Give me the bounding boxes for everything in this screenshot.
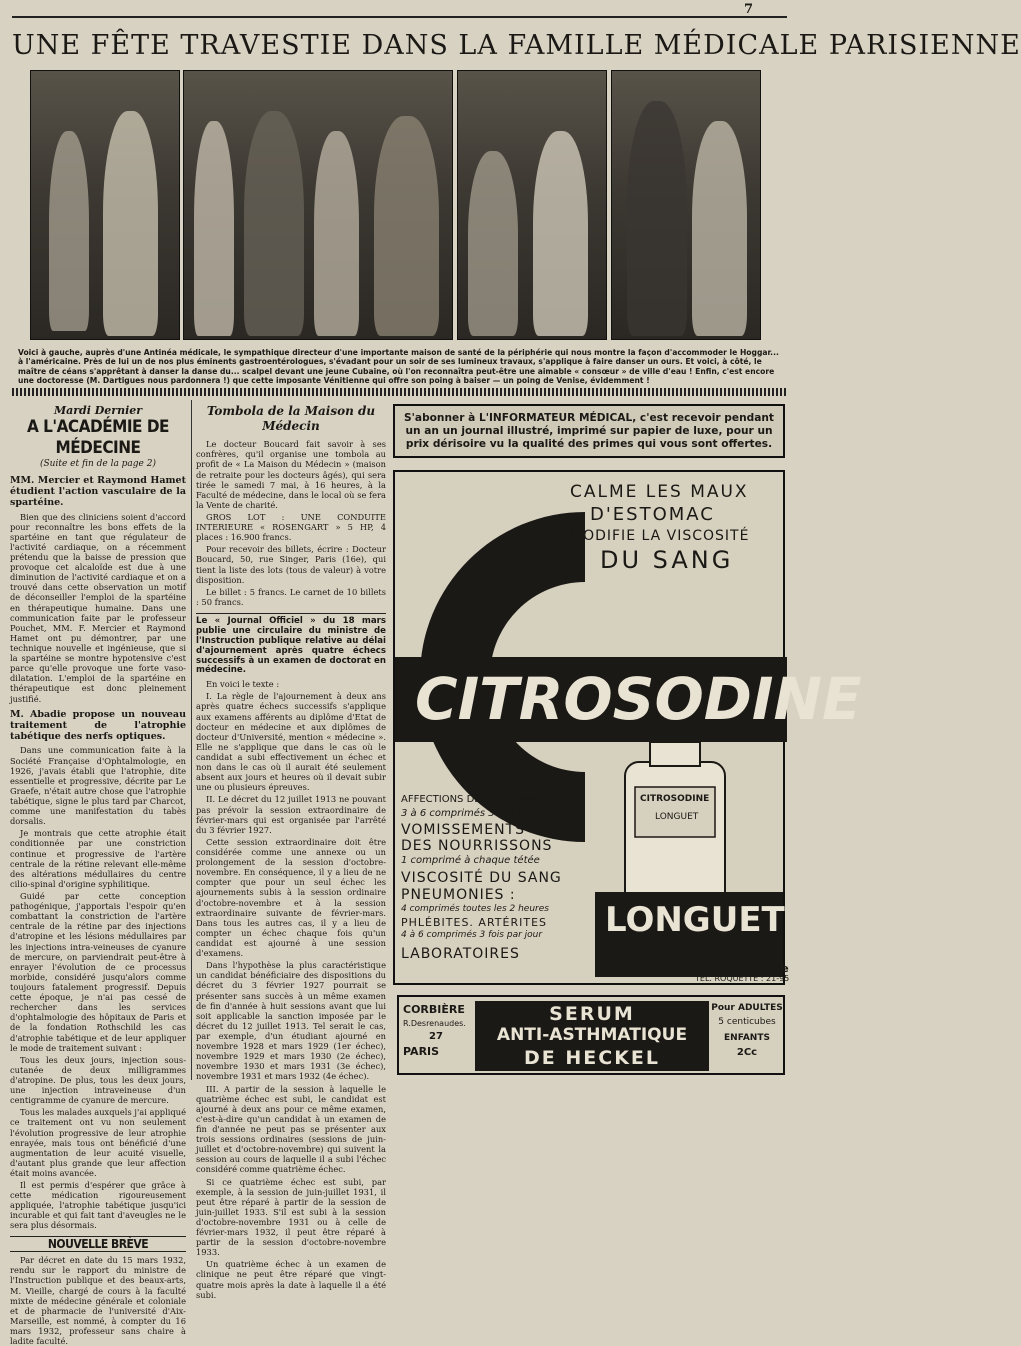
serum-ad xyxy=(397,995,785,1075)
paragraph: Il est permis d'espérer que grâce à cette médication rigoureusement appliquée, l'atrophie tabétique jusqu'ici incurable et qui fait tant d'aveugles ne le sera plus désormais. xyxy=(10,1180,186,1231)
photo-1 xyxy=(30,70,180,340)
tombola-title: Tombola de la Maison du Médecin xyxy=(206,404,376,433)
ad-line-4: DU SANG xyxy=(600,546,734,574)
ad-line-1: CALME LES MAUX xyxy=(570,482,749,502)
paragraph: Cette session extraordinaire doit être considérée comme une annexe ou un prolongement de la session d'octobre-novembre. En conséquence, il y a lieu de ne compter que pour un seul échec les ajournements subis à la session ordinaire d'octobre-novembre et à la session extraordinaire suivante de février-mars. Dans tous les autres cas, il y a lieu de compter un échec chaque fois qu'un candidat est ajourné à une session d'examens. xyxy=(196,836,386,959)
kicker: Mardi Dernier xyxy=(53,404,143,417)
paragraph: Le billet : 5 francs. Le carnet de 10 billets : 50 francs. xyxy=(196,586,386,607)
paragraph: Dans une communication faite à la Société Française d'Ophtalmologie, en 1926, j'avais établi que l'atrophie, dite essentielle et progressive, décrite par Le Graefe, n'était autre chose que l'atrophie tabétique, signe le plus tard par Charcot, comme une manifestation du tabès dorsalis. xyxy=(10,745,186,827)
serum-line-2: ANTI-ASTHMATIQUE xyxy=(496,1025,688,1045)
paragraph: Par décret en date du 15 mars 1932, rendu sur le rapport du ministre de l'Instruction publique et des beaux-arts, M. Vieille, chargé de cours à la faculté mixte de médecine générale et coloniale et de pharmacie de l'université d'Aix-Marseille, est nommé, à compter du 16 mars 1932, professeur sans chaire à ladite faculté. xyxy=(10,1255,186,1346)
ad-indication-5: PNEUMONIES : xyxy=(401,887,516,903)
paragraph: Si ce quatrième échec est subi, par exemple, à la session de juin-juillet 1931, il peut être réparé à partir de la session de juin-juillet 1933. S'il est subi à la session d'octobre-novembre 1931 ou à celle de février-mars 1932, il peut être réparé à partir de la session d'octobre-novembre 1933. xyxy=(196,1176,386,1258)
headline: UNE FÊTE TRAVESTIE DANS LA FAMILLE MÉDICALE PARISIENNE xyxy=(12,30,1021,61)
ad-tel: TÉL. ROQUETTE : 21-95 xyxy=(695,974,790,983)
serum-left-3: 27 xyxy=(429,1031,443,1042)
paragraph: I. La règle de l'ajournement à deux ans après quatre échecs successifs s'applique aux examens afférents au diplôme d'Etat de docteur en médecine et aux diplômes de docteur d'Université, mention « médecine ». Elle ne s'applique que dans le cas où le candidat a subi effectivement un échec et non dans le cas où il aurait été seulement absent aux jours et heures où il devait subir une ou plusieurs épreuves. xyxy=(196,691,386,793)
ad-dose-2: 1 comprimé à chaque tétée xyxy=(401,855,540,866)
ad-labo: LABORATOIRES xyxy=(401,946,520,962)
paragraph: Un quatrième échec à un examen de clinique ne peut être réparé que vingt-quatre mois après la date à laquelle il a été subi. xyxy=(196,1259,386,1300)
ad-indication-1: AFFECTIONS DE L'ESTOMAC xyxy=(401,794,542,805)
left-column xyxy=(10,404,186,1346)
column-rule xyxy=(191,400,192,1080)
paragraph: GROS LOT : UNE CONDUITE INTERIEURE « ROSENGART » 5 HP, 4 places : 16.900 francs. xyxy=(196,512,386,543)
serum-right-1: Pour ADULTES xyxy=(711,1003,783,1013)
article-heading-1: MM. Mercier et Raymond Hamet étudient l'action vasculaire de la spartéine. xyxy=(10,474,186,508)
paragraph: Guidé par cette conception pathogénique, j'apportais l'espoir qu'en combattant la constriction de l'artère centrale de la rétine par des injections d'atropine et les lésions médullaires par les injections intra-veineuses de cyanure de mercure, on parviendrait peut-être à enrayer l'évolution de ce processus morbide, considéré jusqu'alors comme toujours fatalement progressif. Depuis cette époque, je n'ai pas cessé de rechercher dans les services d'ophtalmologie des hôpitaux de Paris et de la fondation Rothschild les cas d'atrophie tabétique et de leur appliquer le mode de traitement suivant : xyxy=(10,890,186,1053)
subscription-box xyxy=(393,404,785,458)
photo-3 xyxy=(457,70,607,340)
middle-column xyxy=(196,404,386,1300)
serum-line-1: SERUM xyxy=(549,1003,635,1025)
top-rule xyxy=(12,16,787,18)
ad-indication-6: PHLÉBITES. ARTÉRITES xyxy=(401,916,547,929)
paragraph: En voici le texte : xyxy=(206,679,280,690)
serum-right-2: 5 centicubes xyxy=(718,1017,776,1027)
photo-4 xyxy=(611,70,761,340)
bottle-label-1: CITROSODINE xyxy=(640,794,710,804)
serum-right-3: ENFANTS xyxy=(724,1033,770,1043)
subscription-text: S'abonner à L'INFORMATEUR MÉDICAL, c'est recevoir pendant un an un journal illustré, imprimé sur papier de luxe, pour un prix dérisoire vu la qualité des primes qui vous sont offertes. xyxy=(404,412,774,451)
ad-dose-1: 3 à 6 comprimés 3 fois par jour xyxy=(401,808,558,819)
circulaire-heading: Le « Journal Officiel » du 18 mars publie une circulaire du ministre de l'Instruction publique relative au délai d'ajournement après quatre échecs successifs à un examen de doctorat en médecine. xyxy=(196,613,386,676)
ad-indication-3: DES NOURRISSONS xyxy=(401,838,553,854)
citrosodine-brand: CITROSODINE xyxy=(415,665,862,733)
ad-line-3: MODIFIE LA VISCOSITÉ xyxy=(570,528,750,544)
paragraph: Le docteur Boucard fait savoir à ses confrères, qu'il organise une tombola au profit de « La Maison du Médecin » (maison de retraite pour les docteurs âgés), qui sera tirée le samedi 7 mai, à 16 heures, à la Faculté de médecine, dans le local où se fera la Vente de charité. xyxy=(196,439,386,510)
paragraph: III. A partir de la session à laquelle le quatrième échec est subi, le candidat est ajourné à deux ans pour ce même examen, c'est-à-dire qu'un candidat à un examen de fin d'année ne peut pas se présenter aux trois sessions ordinaires (sessions de juin-juillet et d'octobre-novembre) qui suivent la session au cours de laquelle il a subi l'échec considéré comme quatrième échec. xyxy=(196,1083,386,1175)
ad-indication-4: VISCOSITÉ DU SANG xyxy=(401,870,562,886)
academie-title: A L'ACADÉMIE DE MÉDECINE xyxy=(27,417,169,459)
citrosodine-ad xyxy=(393,470,862,985)
article-heading-2: M. Abadie propose un nouveau traitement de l'atrophie tabétique des nerfs optiques. xyxy=(10,708,186,742)
ad-indication-2: VOMISSEMENTS xyxy=(401,822,526,838)
serum-right-4: 2Cc xyxy=(736,1047,758,1058)
paragraph: Je montrais que cette atrophie était conditionnée par une constriction continue et progressive de l'artère centrale de la rétine relevant elle-même des altérations médullaires du centre cilio-spinal d'origine syphilitique. xyxy=(10,828,186,889)
ad-dose-3: 4 comprimés toutes les 2 heures xyxy=(401,904,549,914)
serum-left-4: PARIS xyxy=(403,1045,440,1058)
paragraph: Dans l'hypothèse la plus caractéristique un candidat bénéficiaire des dispositions du décret du 3 février 1927 pourrait se présenter sans succès à un même examen de fin d'année à huit sessions avant que lui soit applicable la sanction imposée par le décret du 12 juillet 1913. Tel serait le cas, par exemple, d'un étudiant ajourné en novembre 1928 et mars 1929 (1er échec), novembre 1929 et mars 1930 (2e échec), novembre 1930 et mars 1931 (3e échec), novembre 1931 et mars 1932 (4e échec). xyxy=(196,960,386,1082)
page-number: 7 xyxy=(744,2,754,17)
paragraph: Tous les malades auxquels j'ai appliqué ce traitement ont vu non seulement l'évolution progressive de leur atrophie enrayée, mais tous ont bénéficié d'une augmentation de leur acuité visuelle, d'autant plus grande que leur affection était moins avancée. xyxy=(10,1107,186,1178)
ad-address: 34, RUE SEDAINE . PARIS XIe xyxy=(611,962,789,975)
brief-title: NOUVELLE BRÈVE xyxy=(10,1236,186,1253)
bottle-label-2: LONGUET xyxy=(655,812,699,822)
serum-line-3: DE HECKEL xyxy=(524,1047,660,1069)
paragraph: Bien que des cliniciens soient d'accord pour reconnaître les bons effets de la spartéine en tant que régulateur de l'activité cardiaque, on a récemment prétendu que la baisse de pression que provoque cet alcaloïde est due à une diminution de l'activité cardiaque et on a trouvé dans cette observation un motif de déconseiller l'emploi de la spartéine en thérapeutique humaine. Dans une communication faite par le professeur Pouchet, MM. F. Mercier et Raymond Hamet ont pu démontrer, par une technique nouvelle et ingénieuse, que si la spartéine se montre hypotensive c'est parce qu'elle provoque une forte vaso-dilatation. L'emploi de la spartéine en thérapeutique est donc pleinement justifié. xyxy=(10,511,186,704)
separator xyxy=(12,388,787,396)
serum-left-2: R.Desrenaudes. xyxy=(403,1019,466,1028)
paragraph: Pour recevoir des billets, écrire : Docteur Boucard, 50, rue Singer, Paris (16e), qui tient la liste des lots (tous de valeur) à votre disposition. xyxy=(196,544,386,585)
photo-2 xyxy=(183,70,453,340)
paragraph: Tous les deux jours, injection sous-cutanée de deux milligrammes d'atropine. De plus, tous les deux jours, une injection intraveineuse d'un centigramme de cyanure de mercure. xyxy=(10,1054,186,1106)
longuet-brand: LONGUET xyxy=(605,900,785,940)
photo-caption: Voici à gauche, auprès d'une Antinéa médicale, le sympathique directeur d'une importante maison de santé de la périphérie qui nous montre la façon d'accommoder le Hoggar... à l'américaine. Près de lui un de nos plus éminents gastroentérologues, s'évadant pour un soir de ses lumineux travaux, s'applique à faire danser un ours. Et voici, à côté, le maître de céans s'apprêtant à danser la danse du... scalpel devant une jeune Cubaine, où l'on reconnaîtra peut-être une aimable « consœur » de ville d'eau ! Enfin, c'est encore une doctoresse (M. Dartigues nous pardonnera !) que cette imposante Vénitienne qui offre son poing à baiser — un poing de Venise, évidemment ! xyxy=(18,348,779,386)
serum-left-1: CORBIÈRE xyxy=(403,1003,465,1016)
ad-dose-4: 4 à 6 comprimés 3 fois par jour xyxy=(401,930,543,940)
academie-subtitle: (Suite et fin de la page 2) xyxy=(40,458,156,469)
ad-line-2: D'ESTOMAC xyxy=(590,504,715,525)
paragraph: II. Le décret du 12 juillet 1913 ne pouvant pas prévoir la session extraordinaire de février-mars qui est organisée par l'arrêté du 3 février 1927. xyxy=(196,794,386,835)
